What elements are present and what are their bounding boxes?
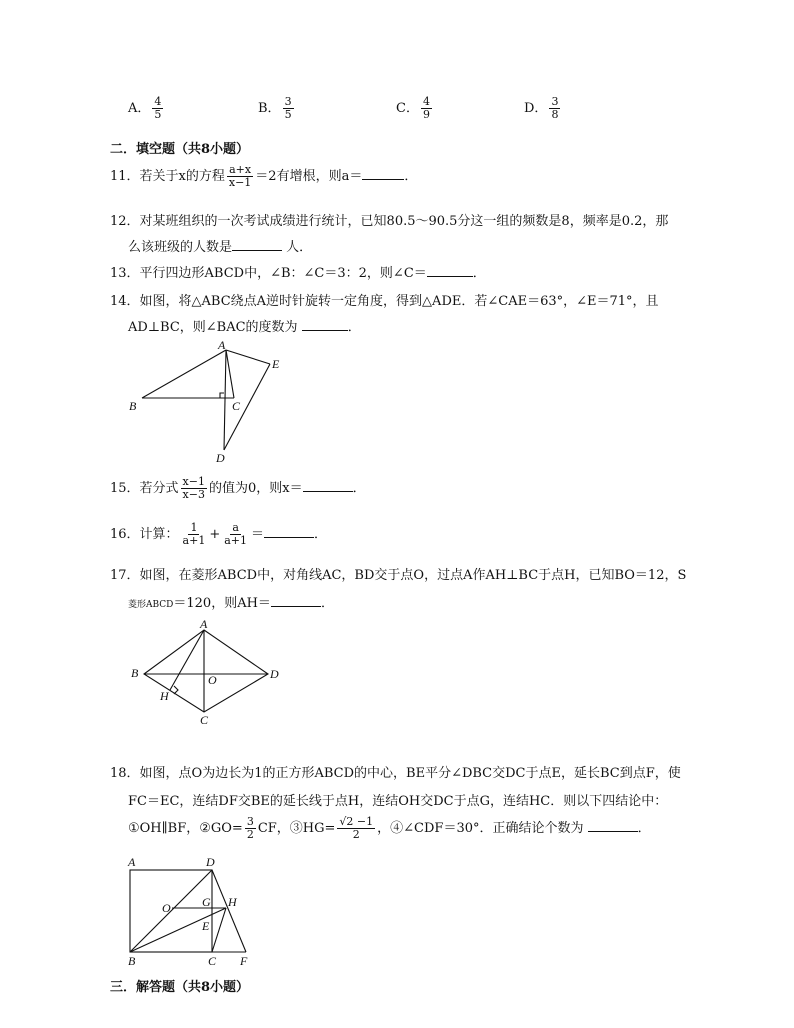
fig18-label-d: D: [206, 855, 215, 869]
fig14-label-e: E: [272, 357, 280, 371]
question-13: 13．平行四边形ABCD中，∠B：∠C＝3：2，则∠C＝ ．: [110, 266, 486, 281]
fig18-label-o: O: [162, 901, 171, 915]
fig17-label-a: A: [200, 617, 208, 631]
choice-c: C． $\frac{4}{9}$: [396, 95, 430, 121]
question-14-line1: 14．如图，将△ABC绕点A逆时针旋转一定角度，得到△ADE．若∠CAE＝63°，∠E＝71°，且: [110, 294, 659, 309]
fig18-label-e: E: [202, 919, 210, 933]
question-15: 15．若分式 $\frac{x-1}{x-3}$ 的值为0，则x＝ ．: [110, 475, 366, 501]
figure-18-square: [122, 854, 262, 968]
fig18-label-c: C: [208, 954, 217, 968]
choice-b: B． $\frac{3}{5}$: [258, 95, 292, 121]
figure-14-triangles: [126, 338, 290, 466]
fig14-label-c: C: [232, 399, 241, 413]
question-12-line2: 么该班级的人数是 人．: [128, 240, 313, 255]
question-17-line2: 菱形ABCD＝120，则AH＝ ．: [128, 596, 334, 611]
fig17-label-b: B: [131, 666, 139, 680]
section-title-fill-blank: 二．填空题（共8小题）: [110, 142, 250, 157]
fig18-label-f: F: [240, 954, 248, 968]
fig17-label-d: D: [270, 667, 279, 681]
question-18-line1: 18．如图，点O为边长为1的正方形ABCD的中心，BE平分∠DBC交DC于点E，延长BC到点F，使: [110, 766, 681, 781]
choice-d: D． $\frac{3}{8}$: [524, 95, 559, 121]
question-14-line2: AD⊥BC，则∠BAC的度数为 ．: [128, 320, 361, 335]
fig17-label-o: O: [208, 673, 217, 687]
fig18-label-a: A: [128, 855, 136, 869]
choice-a: A． $\frac{4}{5}$: [128, 95, 162, 121]
question-16: 16．计算： $\frac{1}{a+1}$ + $\frac{a}{a+1}$ ＝ ．: [110, 521, 328, 547]
fig18-label-b: B: [128, 954, 136, 968]
question-18-line3: ①OH∥BF，②GO= $\frac{3}{2}$ CF，③HG= $\frac{√2 -1}{2}$ ，④∠CDF＝30°．正确结论个数为 ．: [128, 815, 651, 841]
fig18-label-g: G: [202, 895, 211, 909]
fig14-label-b: B: [129, 399, 137, 413]
fig14-label-d: D: [216, 451, 225, 465]
question-18-line2: FC＝EC，连结DF交BE的延长线于点H，连结OH交DC于点G，连结HC．则以下四结论中：: [128, 794, 668, 809]
fig17-label-h: H: [160, 689, 169, 703]
fig17-label-c: C: [200, 713, 209, 726]
section-title-answer: 三．解答题（共8小题）: [110, 980, 250, 995]
question-17-line1: 17．如图，在菱形ABCD中，对角线AC，BD交于点O，过点A作AH⊥BC于点H，已知BO＝12，S: [110, 568, 687, 583]
fig18-label-h: H: [228, 895, 237, 909]
fig14-label-a: A: [218, 338, 226, 352]
figure-17-rhombus: [128, 616, 288, 726]
question-12-line1: 12．对某班组织的一次考试成绩进行统计，已知80.5～90.5分这一组的频数是8，频率是0.2，那: [110, 214, 669, 229]
question-11: 11．若关于x的方程 $\frac{a+x}{x-1}$ ＝2有增根，则a＝ ．: [110, 163, 418, 189]
